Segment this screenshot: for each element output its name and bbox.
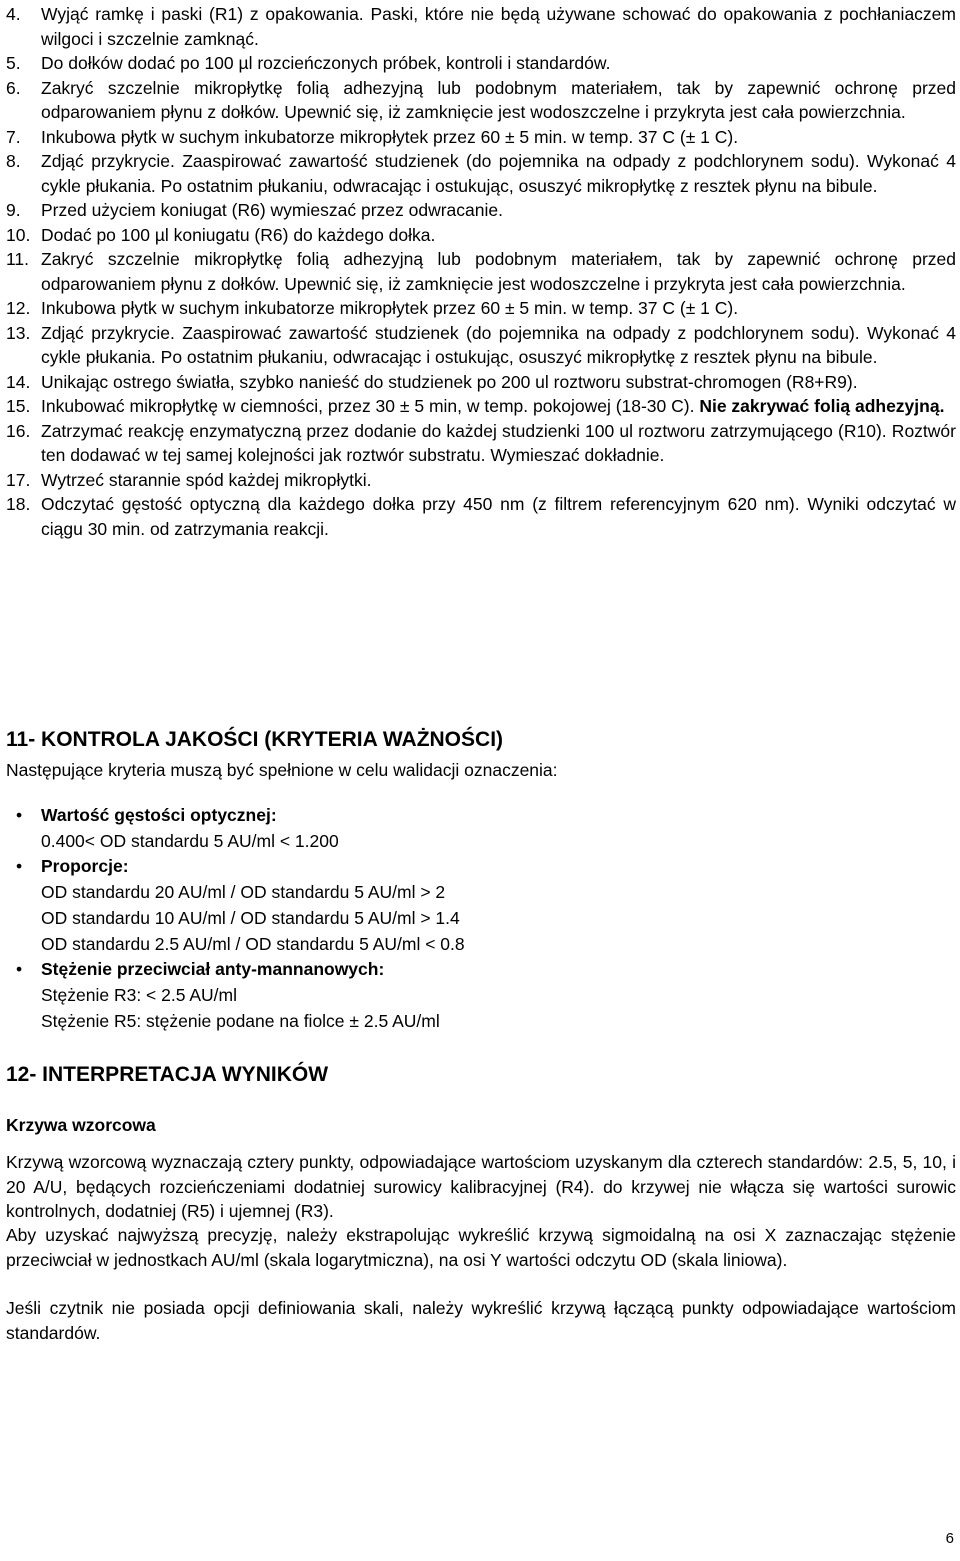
step-text: Do dołków dodać po 100 µl rozcieńczonych próbek, kontroli i standardów. <box>41 53 611 73</box>
criteria-label: Wartość gęstości optycznej: <box>41 805 277 825</box>
criteria-line: Stężenie R3: < 2.5 AU/ml <box>41 984 238 1005</box>
bullet-icon: • <box>16 959 23 980</box>
step-text: Inkubować mikropłytkę w ciemności, przez 30 ± 5 min, w temp. pokojowej (18-30 C). <box>41 396 695 416</box>
step-number: 5. <box>6 53 21 73</box>
step-item <box>6 394 956 419</box>
bullet-icon: • <box>16 805 23 825</box>
criteria-line: OD standardu 2.5 AU/ml / OD standardu 5 AU/ml < 0.8 <box>41 933 465 954</box>
step-number: 8. <box>6 151 21 171</box>
step-text: Wyjąć ramkę i paski (R1) z opakowania. Paski, które nie będą używane schować do opakowania z pochłaniaczem wilgoci i szczelnie zamknąć. <box>41 4 956 49</box>
step-item <box>6 321 956 370</box>
step-item <box>6 223 956 248</box>
step-number: 6. <box>6 77 21 98</box>
step-item <box>6 296 956 321</box>
procedure-steps <box>6 2 956 541</box>
step-number: 14. <box>6 371 31 392</box>
step-item <box>6 492 956 541</box>
section-12-title: 12- INTERPRETACJA WYNIKÓW <box>6 1063 329 1086</box>
section-12-paragraph: Jeśli czytnik nie posiada opcji definiowania skali, należy wykreślić krzywą łączącą punkty odpowiadające wartościom standardów. <box>6 1298 956 1343</box>
step-text: Zatrzymać reakcję enzymatyczną przez dodanie do każdej studzienki 100 ul roztworu zatrzymującego (R10). Roztwór ten dodawać w tej samej kolejności jak roztwór substratu. Wymieszać dokładnie. <box>41 420 956 465</box>
step-text: Zakryć szczelnie mikropłytkę folią adhezyjną lub podobnym materiałem, tak by zapewnić ochronę przed odparowaniem płynu z dołków. Upewnić się, iż zamknięcie jest wodoszczelne i przykryta jest cała powierzchnia. <box>41 77 956 122</box>
step-text: Wytrzeć starannie spód każdej mikropłytki. <box>41 469 372 490</box>
step-text: Zakryć szczelnie mikropłytkę folią adhezyjną lub podobnym materiałem, tak by zapewnić ochronę przed odparowaniem płynu z dołków. Upewnić się, iż zamknięcie jest wodoszczelne i przykryta jest cała powierzchnia. <box>41 249 956 294</box>
step-text: Unikając ostrego światła, szybko nanieść do studzienek po 200 ul roztworu substrat-chromogen (R8+R9). <box>41 371 858 392</box>
criteria-item <box>6 854 906 957</box>
step-number: 17. <box>6 469 31 490</box>
step-text: Inkubowa płytk w suchym inkubatorze mikropłytek przez 60 ± 5 min. w temp. 37 C (± 1 C). <box>41 126 739 147</box>
criteria-label: Stężenie przeciwciał anty-mannanowych: <box>41 959 385 980</box>
step-item <box>6 468 956 493</box>
section-12-subtitle: Krzywa wzorcowa <box>6 1115 156 1135</box>
step-item <box>6 2 956 51</box>
step-item <box>6 370 956 395</box>
step-number: 12. <box>6 298 31 318</box>
criteria-line: OD standardu 10 AU/ml / OD standardu 5 AU/ml > 1.4 <box>41 907 460 928</box>
step-item <box>6 198 956 223</box>
step-number: 9. <box>6 200 21 220</box>
criteria-item <box>6 803 906 854</box>
step-number: 7. <box>6 126 21 147</box>
criteria-list <box>6 803 906 1034</box>
criteria-line: Stężenie R5: stężenie podane na fiolce ± 2.5 AU/ml <box>41 1010 440 1031</box>
step-number: 13. <box>6 322 31 343</box>
step-item <box>6 51 956 76</box>
step-text: Odczytać gęstość optyczną dla każdego dołka przy 450 nm (z filtrem referencyjnym 620 nm). Wyniki odczytać w ciągu 30 min. od zatrzymania reakcji. <box>41 494 956 539</box>
step-number: 11. <box>6 249 30 269</box>
step-text: Zdjąć przykrycie. Zaaspirować zawartość studzienek (do pojemnika na odpady z podchlorynem sodu). Wykonać 4 cykle płukania. Po ostatnim płukaniu, odwracając i ostukując, osuszyć mikropłytkę z resztek płynu na bibule. <box>41 151 956 196</box>
step-text: Zdjąć przykrycie. Zaaspirować zawartość studzienek (do pojemnika na odpady z podchlorynem sodu). Wykonać 4 cykle płukania. Po ostatnim płukaniu, odwracając i ostukując, osuszyć mikropłytkę z resztek płynu na bibule. <box>41 322 956 367</box>
section-12-paragraph: Aby uzyskać najwyższą precyzję, należy ekstrapolując wykreślić krzywą sigmoidalną na osi X zaznaczając stężenie przeciwciał w jednostkach AU/ml (skala logarytmiczna), na osi Y wartości odczytu OD (skala liniowa). <box>6 1225 956 1270</box>
bullet-icon: • <box>16 856 23 877</box>
step-text: Inkubowa płytk w suchym inkubatorze mikropłytek przez 60 ± 5 min. w temp. 37 C (± 1 C). <box>41 298 739 318</box>
criteria-line: 0.400< OD standardu 5 AU/ml < 1.200 <box>41 830 339 851</box>
step-number: 15. <box>6 396 31 416</box>
step-item <box>6 125 956 150</box>
section-11-intro: Następujące kryteria muszą być spełnione w celu walidacji oznaczenia: <box>6 760 558 780</box>
step-item <box>6 76 956 125</box>
step-item <box>6 247 956 296</box>
step-text: Dodać po 100 µl koniugatu (R6) do każdego dołka. <box>41 224 436 245</box>
step-item <box>6 419 956 468</box>
criteria-line: OD standardu 20 AU/ml / OD standardu 5 AU/ml > 2 <box>41 882 446 903</box>
step-item <box>6 149 956 198</box>
section-11-title: 11- KONTROLA JAKOŚCI (KRYTERIA WAŻNOŚCI) <box>6 728 504 751</box>
step-number: 10. <box>6 224 31 245</box>
section-12-paragraph: Krzywą wzorcową wyznaczają cztery punkty, odpowiadające wartościom uzyskanym dla czterech standardów: 2.5, 5, 10, i 20 A/U, będących rozcieńczeniami dodatniej surowicy kalibracyjnej (R4). do krzywej nie włącza się wartości surowic kontrolnych, dodatniej (R5) i ujemnej (R3). <box>6 1152 956 1221</box>
criteria-item <box>6 957 906 1034</box>
page-number: 6 <box>945 1529 954 1547</box>
step-number: 18. <box>6 494 31 514</box>
step-number: 16. <box>6 420 31 441</box>
step-bold-text: Nie zakrywać folią adhezyjną. <box>694 396 945 416</box>
criteria-label: Proporcje: <box>41 856 129 877</box>
step-number: 4. <box>6 4 21 24</box>
step-text: Przed użyciem koniugat (R6) wymieszać przez odwracanie. <box>41 200 503 220</box>
